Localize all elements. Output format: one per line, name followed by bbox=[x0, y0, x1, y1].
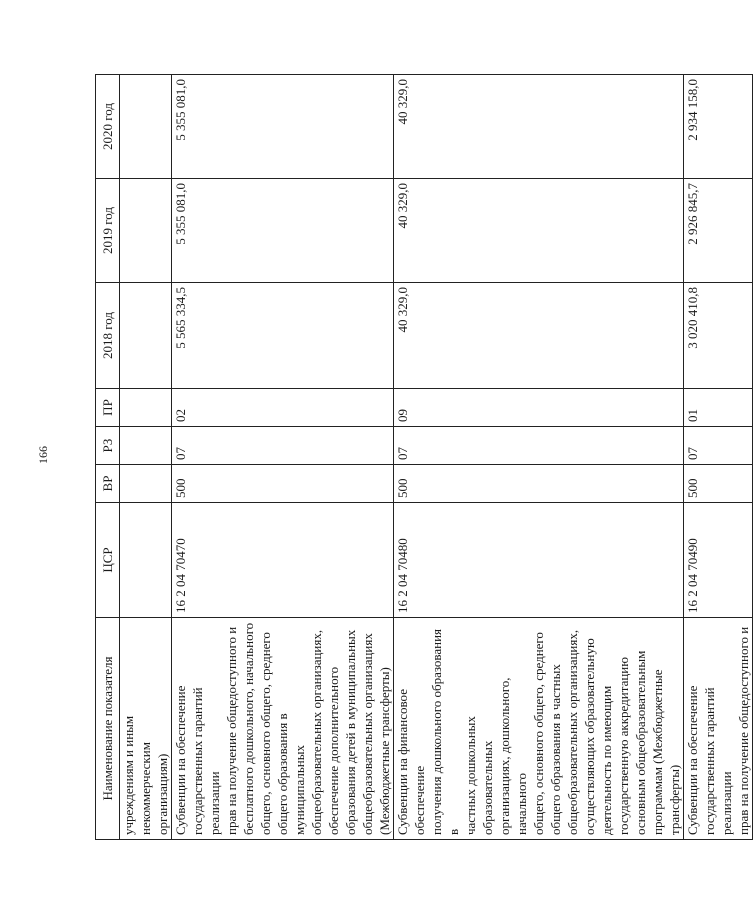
row-pr: 01 bbox=[684, 389, 753, 427]
page-number: 166 bbox=[36, 446, 50, 464]
row-csr: 16 2 04 70480 bbox=[394, 503, 684, 618]
header-2020: 2020 год bbox=[96, 75, 120, 179]
row-pr: 02 bbox=[172, 389, 394, 427]
header-2019: 2019 год bbox=[96, 179, 120, 283]
rotated-table-wrapper bbox=[95, 75, 751, 840]
row-rz: 07 bbox=[172, 427, 394, 465]
row-2018: 3 020 410,8 bbox=[684, 283, 753, 389]
header-rz: РЗ bbox=[96, 427, 120, 465]
row-csr bbox=[120, 503, 172, 618]
row-pr bbox=[120, 389, 172, 427]
row-name: учреждениям и иным некоммерческим организациям) bbox=[120, 618, 172, 840]
header-name: Наименование показателя bbox=[96, 618, 120, 840]
table-row bbox=[172, 75, 394, 840]
row-pr: 09 bbox=[394, 389, 684, 427]
row-2019: 2 926 845,7 bbox=[684, 179, 753, 283]
row-csr: 16 2 04 70490 bbox=[684, 503, 753, 618]
table-row bbox=[684, 75, 753, 840]
budget-table bbox=[95, 74, 753, 840]
row-2018: 5 565 334,5 bbox=[172, 283, 394, 389]
row-vr bbox=[120, 465, 172, 503]
row-2018: 40 329,0 bbox=[394, 283, 684, 389]
row-2020: 2 934 158,0 bbox=[684, 75, 753, 179]
header-vr: ВР bbox=[96, 465, 120, 503]
row-rz bbox=[120, 427, 172, 465]
row-2019 bbox=[120, 179, 172, 283]
row-name: Субвенции на обеспечение государственных гарантий реализации прав на получение общедоступного и бесплатного дошкольного, начального общего, основного общего, среднего общего образования в муниципальных общеобразовательных организациях, обеспечение дополнительного образования детей в муниципальных общеобразовательных организациях (Межбюджетные трансферты) bbox=[172, 618, 394, 840]
table-row bbox=[120, 75, 172, 840]
row-2020 bbox=[120, 75, 172, 179]
row-vr: 500 bbox=[684, 465, 753, 503]
table-header-row bbox=[96, 75, 120, 840]
row-vr: 500 bbox=[394, 465, 684, 503]
row-rz: 07 bbox=[684, 427, 753, 465]
row-2019: 5 355 081,0 bbox=[172, 179, 394, 283]
row-2020: 5 355 081,0 bbox=[172, 75, 394, 179]
row-2018 bbox=[120, 283, 172, 389]
header-2018: 2018 год bbox=[96, 283, 120, 389]
header-pr: ПР bbox=[96, 389, 120, 427]
row-2019: 40 329,0 bbox=[394, 179, 684, 283]
row-name: Субвенции на финансовое обеспечение получения дошкольного образования в частных дошкольных образовательных организациях, дошкольного, начального общего, основного общего, среднего общего образования в частных общеобразовательных организациях, осуществляющих образовательную деятельность по имеющим государственную аккредитацию основным общеобразовательным программам (Межбюджетные трансферты) bbox=[394, 618, 684, 840]
table-row bbox=[394, 75, 684, 840]
row-csr: 16 2 04 70470 bbox=[172, 503, 394, 618]
row-name: Субвенции на обеспечение государственных гарантий реализации прав на получение общедоступного и bbox=[684, 618, 753, 840]
row-2020: 40 329,0 bbox=[394, 75, 684, 179]
row-rz: 07 bbox=[394, 427, 684, 465]
header-csr: ЦСР bbox=[96, 503, 120, 618]
row-vr: 500 bbox=[172, 465, 394, 503]
